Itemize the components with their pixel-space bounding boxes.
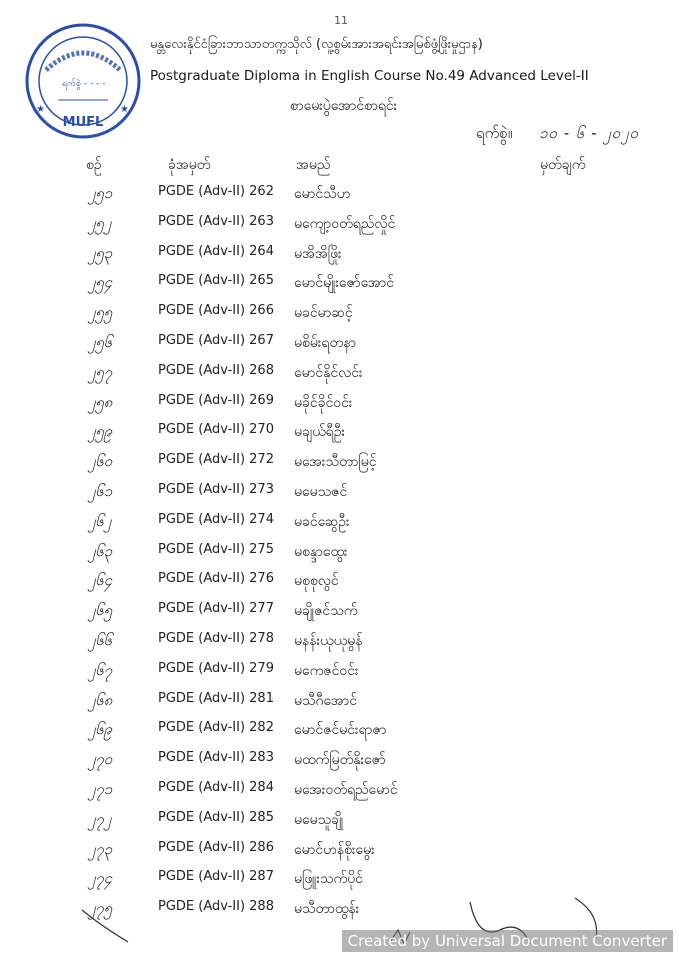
roll-number: PGDE (Adv-II) 278	[158, 631, 274, 646]
row-number: ၂၅၄	[88, 273, 113, 292]
row-number: ၂၆၁	[88, 482, 113, 500]
roll-number: PGDE (Adv-II) 277	[158, 601, 274, 617]
table-row	[0, 840, 679, 870]
roll-number: PGDE (Adv-II) 274	[158, 511, 274, 527]
student-name: မအိအိဖြိုး	[294, 245, 342, 262]
table-row	[0, 750, 679, 780]
row-number: ၂၆၅	[88, 601, 113, 620]
table-row	[0, 393, 679, 423]
row-number: ၂၅၁	[88, 184, 113, 202]
table-row	[0, 601, 679, 631]
student-name: မဖြူးသက်ပိုင်	[294, 871, 363, 888]
row-number: ၂၇၅	[88, 899, 113, 918]
table-row	[0, 452, 679, 482]
student-name: မချိုဇင်သက်	[294, 603, 358, 620]
row-number: ၂၅၈	[88, 392, 113, 411]
table-row	[0, 571, 679, 601]
student-name: မသီဂီအောင်	[294, 692, 357, 709]
roll-number: PGDE (Adv-II) 266	[158, 303, 274, 319]
row-number: ၂၅၆	[88, 333, 113, 351]
student-name: မစန္ဒာထွေး	[294, 543, 348, 560]
roll-number: PGDE (Adv-II) 284	[158, 780, 274, 795]
row-number: ၂၆၃	[88, 541, 113, 560]
table-row	[0, 780, 679, 810]
date-label: ရက်စွဲ။	[476, 124, 513, 142]
student-name: မောင်ဇင်မင်းရာဇာ	[294, 722, 387, 739]
page-number: 11	[334, 14, 348, 27]
seal-text: MUFL	[62, 115, 104, 130]
course-title: Postgraduate Diploma in English Course No.49 Advanced Level-II	[150, 68, 589, 84]
table-row	[0, 691, 679, 721]
table-row	[0, 244, 679, 274]
date-row	[476, 124, 639, 146]
roll-number: PGDE (Adv-II) 267	[158, 333, 274, 348]
student-name: မစုစုလွင်	[294, 573, 339, 590]
roll-number: PGDE (Adv-II) 272	[158, 452, 274, 468]
student-name: မအေးသီတာမြင့်	[294, 454, 377, 471]
roll-number: PGDE (Adv-II) 288	[158, 899, 274, 915]
roll-number: PGDE (Adv-II) 282	[158, 720, 274, 736]
student-name: မနန်းယုယုမွန်	[294, 633, 363, 649]
table-row	[0, 810, 679, 840]
row-number: ၂၇၀	[88, 750, 113, 769]
list-title: စာမေးပွဲအောင်စာရင်း	[290, 98, 398, 114]
student-name: မထက်မြတ်နိုးဇော်	[294, 752, 386, 769]
table-row	[0, 422, 679, 452]
roll-number: PGDE (Adv-II) 263	[158, 213, 274, 229]
student-name: မမေသဇင်	[294, 484, 348, 500]
roll-number: PGDE (Adv-II) 269	[158, 392, 274, 408]
roll-number: PGDE (Adv-II) 281	[158, 690, 274, 706]
table-row	[0, 303, 679, 333]
roll-number: PGDE (Adv-II) 265	[158, 273, 274, 289]
row-number: ၂၆၄	[88, 571, 113, 590]
column-header-roll: ခုံအမှတ်	[168, 157, 211, 173]
row-number: ၂၇၃	[88, 839, 113, 858]
university-seal	[24, 22, 142, 140]
row-number: ၂၅၂	[88, 213, 112, 232]
table-row	[0, 720, 679, 750]
student-name: မောင်ဟန်စိုးမွေး	[294, 841, 375, 858]
table-row	[0, 363, 679, 393]
roll-number: PGDE (Adv-II) 287	[158, 869, 274, 885]
student-name: မကျော့ဝတ်ရည်လှိုင်	[294, 215, 396, 232]
svg-text:★: ★	[120, 104, 129, 115]
table-row	[0, 631, 679, 661]
roll-number: PGDE (Adv-II) 283	[158, 750, 274, 766]
institution-name: မန္တလေးနိုင်ငံခြားဘာသာတက္ကသိုလ် (လူ့စွမ်းအားအရင်းအမြစ်ဖွံ့ဖြိုးမှုဌာန)	[150, 37, 483, 52]
row-number: ၂၆၇	[88, 660, 113, 679]
table-row	[0, 512, 679, 542]
student-name: မခိုင်ခိုင်ဝင်း	[294, 394, 353, 411]
roll-number: PGDE (Adv-II) 262	[158, 184, 274, 199]
row-number: ၂၅၇	[88, 362, 113, 381]
student-name: မခင်ဆွေဦး	[294, 513, 350, 530]
row-number: ၂၆၉	[88, 720, 113, 739]
row-number: ၂၅၉	[88, 422, 113, 441]
student-name: မချယ်ရီဦး	[294, 424, 346, 441]
watermark: Created by Universal Document Converter	[342, 930, 673, 952]
roll-number: PGDE (Adv-II) 286	[158, 839, 274, 855]
column-header-remark: မှတ်ချက်	[540, 157, 586, 173]
student-name: မခင်မာဆင့်	[294, 305, 353, 322]
table-row	[0, 482, 679, 512]
roll-number: PGDE (Adv-II) 273	[158, 482, 274, 497]
student-name: မမေသူချို	[294, 811, 344, 828]
table-row	[0, 273, 679, 303]
table-row	[0, 542, 679, 572]
roll-number: PGDE (Adv-II) 270	[158, 422, 274, 438]
svg-text:ရက်စွဲ - - - -: ရက်စွဲ - - - -	[62, 79, 106, 89]
row-number: ၂၅၅	[88, 303, 113, 322]
row-number: ၂၆၈	[88, 690, 113, 709]
row-number: ၂၆၀	[88, 452, 113, 471]
svg-text:★: ★	[36, 104, 45, 115]
roll-number: PGDE (Adv-II) 275	[158, 541, 274, 557]
column-header-name: အမည်	[296, 157, 331, 173]
student-name: မအေးဝတ်ရည်မောင်	[294, 782, 398, 798]
student-name: မကေဇင်ဝင်း	[294, 662, 359, 679]
student-name: မောင်နိုင်လင်း	[294, 364, 363, 381]
roll-number: PGDE (Adv-II) 268	[158, 362, 274, 378]
row-number: ၂၇၁	[88, 780, 113, 798]
table-row	[0, 184, 679, 214]
row-number: ၂၆၂	[88, 511, 112, 530]
row-number: ၂၆၆	[88, 631, 113, 649]
roll-number: PGDE (Adv-II) 264	[158, 243, 274, 259]
table-row	[0, 333, 679, 363]
student-name: မသီတာထွန်း	[294, 901, 360, 918]
row-number: ၂၇၂	[88, 809, 112, 828]
table-row	[0, 661, 679, 691]
student-name: မောင်မျိုးဇော်အောင်	[294, 275, 395, 292]
student-name: မောင်သီဟ	[294, 186, 351, 202]
row-number: ၂၇၄	[88, 869, 113, 888]
roll-number: PGDE (Adv-II) 279	[158, 660, 274, 676]
date-value: ၁၀ - ၆ - ၂၀၂၀	[539, 124, 639, 142]
roll-number: PGDE (Adv-II) 285	[158, 809, 274, 825]
roll-number: PGDE (Adv-II) 276	[158, 571, 274, 587]
table-row	[0, 214, 679, 244]
row-number: ၂၅၃	[88, 243, 113, 262]
student-name: မစိမ်းရတနာ	[294, 335, 357, 351]
column-header-no: စဉ်	[86, 157, 102, 173]
